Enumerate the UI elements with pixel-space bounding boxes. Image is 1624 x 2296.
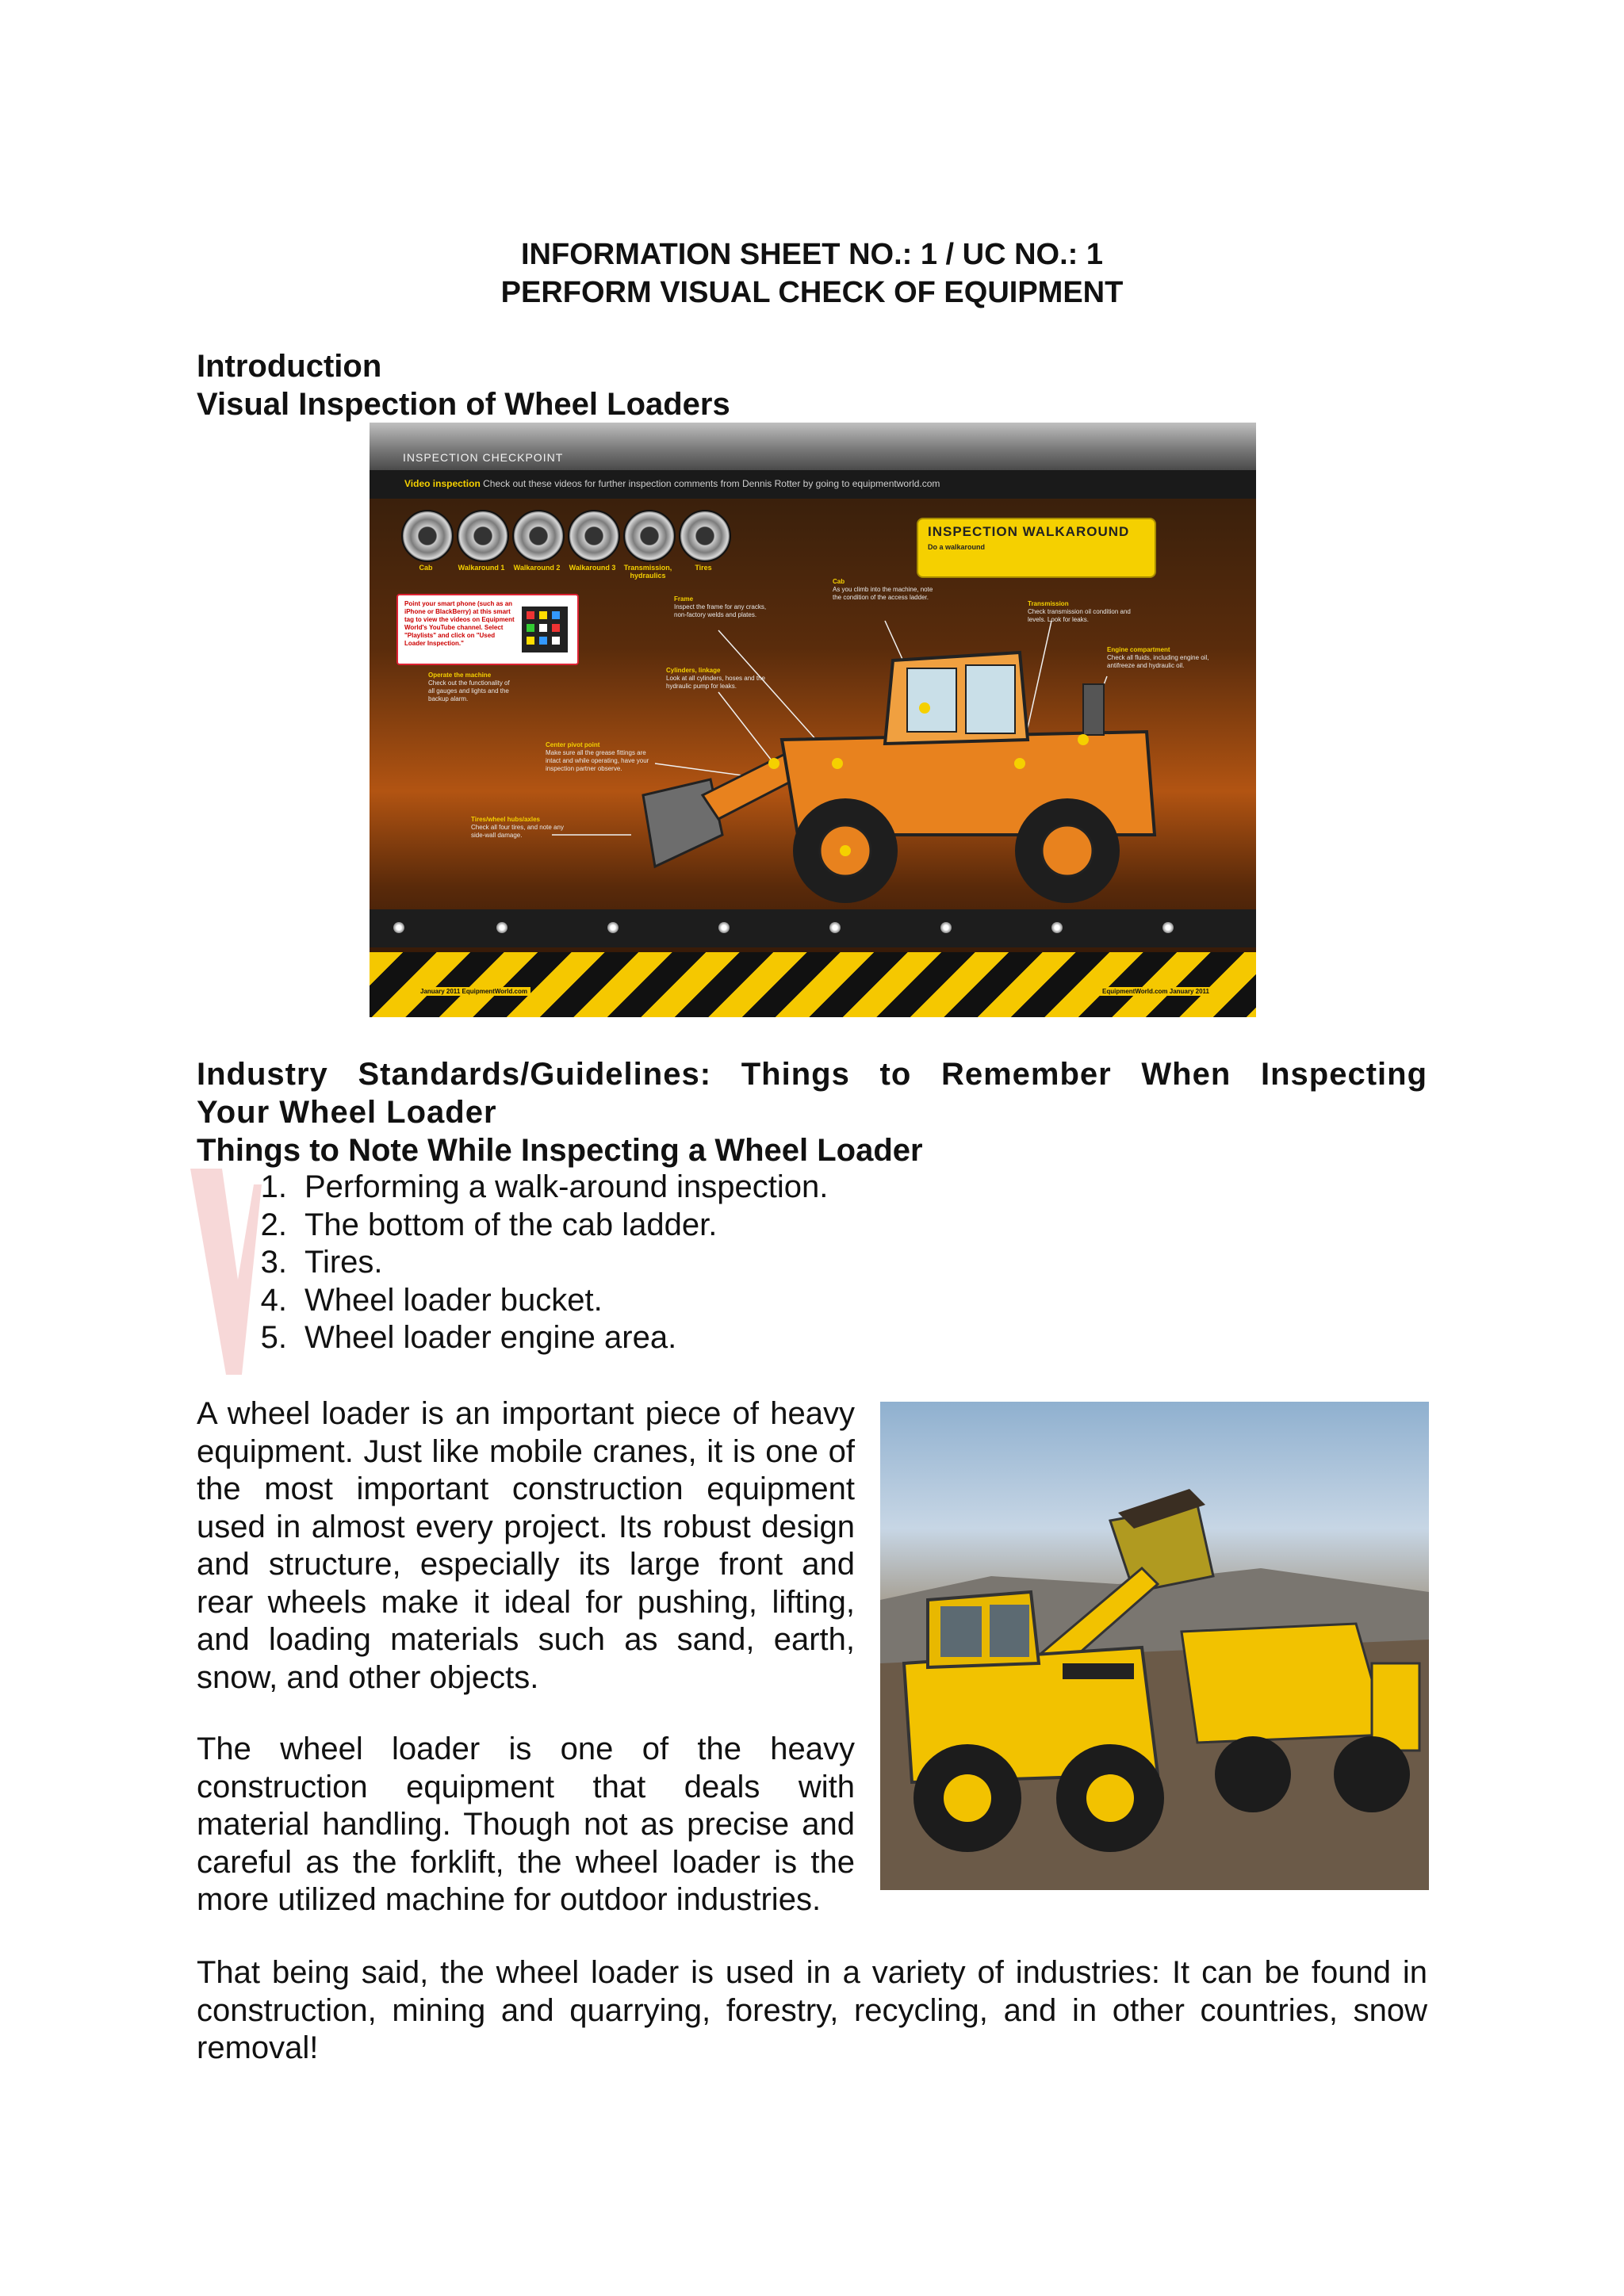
inspection-checklist (238, 1169, 828, 1357)
bolt-icon (1051, 922, 1063, 933)
list-item: 2. The bottom of the cab ladder. (260, 1207, 718, 1242)
walkaround-title: INSPECTION WALKAROUND (928, 524, 1130, 539)
loader-truck-scene (880, 1402, 1429, 1890)
standards-heading-line1: Industry Standards/Guidelines: Things to Remember When Inspecting (197, 1057, 1427, 1092)
bolt-icon (607, 922, 619, 933)
bolt-icon (940, 922, 952, 933)
list-item: 4. Wheel loader bucket. (260, 1282, 603, 1318)
note-cab: Cab As you climb into the machine, note the condition of the access ladder. (833, 578, 933, 601)
bolt-icon (393, 922, 404, 933)
note-cylinders: Cylinders, linkage Look at all cylinders, hoses and the hydraulic pump for leaks. (666, 667, 765, 690)
sheet-subtitle: PERFORM VISUAL CHECK OF EQUIPMENT (500, 276, 1124, 309)
wheel-loader-photo (880, 1402, 1429, 1890)
video-button-label: Walkaround 2 (513, 564, 561, 572)
list-item: 3. Tires. (260, 1245, 383, 1280)
inspection-infographic (370, 423, 1256, 1017)
note-frame: Frame Inspect the frame for any cracks, non-factory welds and plates. (674, 595, 767, 618)
infographic-title: INSPECTION CHECKPOINT (403, 451, 564, 464)
note-tires: Tires/wheel hubs/axles Check all four tires, and note any side-wall damage. (471, 816, 564, 839)
list-item: 1. Performing a walk-around inspection. (260, 1169, 829, 1204)
infographic-footer-left: January 2011 EquipmentWorld.com (417, 987, 530, 996)
intro-subheading: Visual Inspection of Wheel Loaders (197, 387, 730, 422)
paragraph-wheel-loader-intro: A wheel loader is an important piece of heavy equipment. Just like mobile cranes, it is one of the most important construction equipment used in almost every project. Its robust design and structure, especially its large front and rear wheels make it ideal for pushing, lifting, and loading materials such as sand, earth, snow, and other objects. (197, 1396, 855, 1695)
standards-subheading: Things to Note While Inspecting a Wheel Loader (197, 1133, 923, 1168)
video-button-label: Walkaround 1 (458, 564, 505, 572)
bolt-icon (496, 922, 508, 933)
hazard-stripe-band (370, 952, 1256, 1017)
bolt-icon (1162, 922, 1174, 933)
video-button-label: Walkaround 3 (569, 564, 616, 572)
standards-heading-line2: Your Wheel Loader (197, 1095, 497, 1130)
bolt-icon (718, 922, 730, 933)
bolt-icon (829, 922, 841, 933)
sheet-title: INFORMATION SHEET NO.: 1 / UC NO.: 1 (521, 238, 1103, 271)
video-button-label: Cab (419, 564, 433, 572)
video-button-label: Transmission, hydraulics (623, 564, 672, 580)
video-label: Video inspection Check out these videos for further inspection comments from Dennis Rotter by going to equipmentworld.com (404, 478, 940, 489)
smart-tag-text: Point your smart phone (such as an iPhone or BlackBerry) at this smart tag to view the videos on Equipment World's YouTube channel. Select "Playlists" and click on "Used Loader Inspection." (404, 600, 515, 647)
note-operate: Operate the machine Check out the functionality of all gauges and lights and the backup alarm. (428, 672, 510, 702)
intro-heading: Introduction (197, 349, 382, 384)
note-transmission: Transmission Check transmission oil condition and levels. Look for leaks. (1028, 600, 1131, 623)
paragraph-industries: That being said, the wheel loader is used in a variety of industries: It can be found in construction, mining and quarrying, forestry, recycling, and in other countries, snow removal! (197, 1955, 1427, 2065)
walkaround-subtitle: Do a walkaround (928, 543, 986, 551)
note-pivot: Center pivot point Make sure all the grease fittings are intact and while operating, have your inspection partner observe. (546, 741, 649, 772)
infographic-footer-right: EquipmentWorld.com January 2011 (1099, 987, 1212, 996)
paragraph-material-handling: The wheel loader is one of the heavy construction equipment that deals with material handling. Though not as precise and careful as the forklift, the wheel loader is the more utilized machine for outdoor industries. (197, 1732, 855, 1917)
list-item: 5. Wheel loader engine area. (260, 1320, 677, 1355)
video-button-label: Tires (695, 564, 712, 572)
note-engine: Engine compartment Check all fluids, including engine oil, antifreeze and hydraulic oil. (1107, 646, 1209, 669)
